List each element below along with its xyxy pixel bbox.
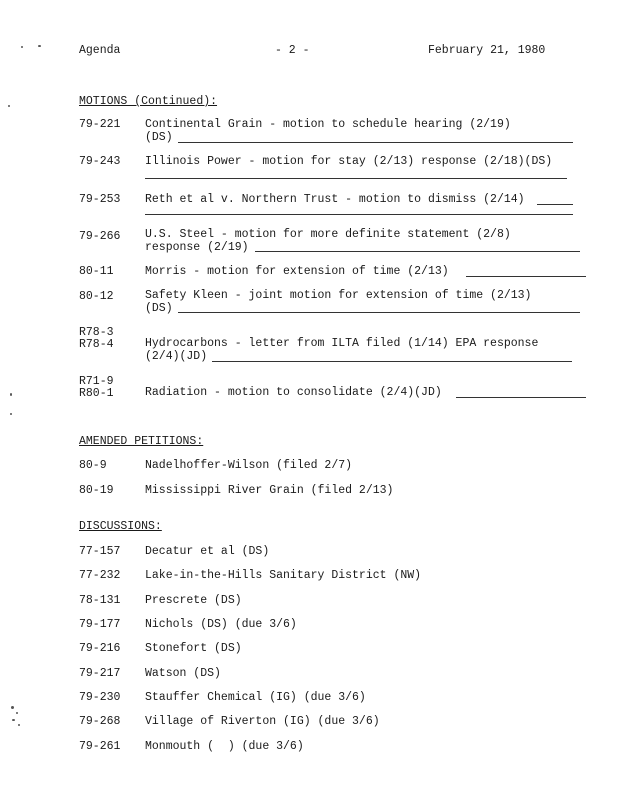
header-date: February 21, 1980 — [428, 44, 546, 57]
scan-speck — [12, 719, 15, 721]
discussion-text: Prescrete (DS) — [145, 594, 242, 607]
fill-line — [212, 361, 572, 362]
discussion-text: Stauffer Chemical (IG) (due 3/6) — [145, 691, 366, 704]
amended-heading: AMENDED PETITIONS: — [79, 435, 204, 448]
discussion-number: 78-131 — [79, 594, 121, 607]
fill-line — [178, 142, 573, 143]
discussion-number: 77-157 — [79, 545, 121, 558]
motion-number-2: R80-1 — [79, 387, 114, 400]
discussion-number: 79-268 — [79, 715, 121, 728]
motion-text: Hydrocarbons - letter from ILTA filed (1/14) EPA response — [145, 337, 539, 350]
motion-text: Safety Kleen - joint motion for extension of time (2/13) — [145, 289, 532, 302]
discussion-text: Village of Riverton (IG) (due 3/6) — [145, 715, 380, 728]
scan-speck — [8, 105, 10, 107]
scan-speck — [10, 393, 12, 396]
petition-number: 80-19 — [79, 484, 114, 497]
scan-speck — [10, 413, 12, 415]
discussion-text: Monmouth ( ) (due 3/6) — [145, 740, 304, 753]
scan-speck — [18, 724, 20, 726]
motion-number: 79-221 — [79, 118, 121, 131]
fill-line — [145, 178, 567, 179]
motions-heading: MOTIONS (Continued): — [79, 95, 218, 108]
discussion-text: Decatur et al (DS) — [145, 545, 270, 558]
petition-text: Nadelhoffer-Wilson (filed 2/7) — [145, 459, 353, 472]
motion-text: Continental Grain - motion to schedule hearing (2/19) — [145, 118, 511, 131]
motion-number: 80-11 — [79, 265, 114, 278]
fill-line — [456, 397, 586, 398]
motion-text: Radiation - motion to consolidate (2/4)(JD) — [145, 386, 442, 399]
motion-text: Reth et al v. Northern Trust - motion to dismiss (2/14) — [145, 193, 525, 206]
discussion-number: 79-217 — [79, 667, 121, 680]
fill-line — [145, 214, 573, 215]
discussion-number: 79-177 — [79, 618, 121, 631]
motion-text: Illinois Power - motion for stay (2/13) response (2/18)(DS) — [145, 155, 553, 168]
discussion-text: Nichols (DS) (due 3/6) — [145, 618, 297, 631]
motion-number: 79-266 — [79, 230, 121, 243]
discussion-number: 79-230 — [79, 691, 121, 704]
scan-speck — [38, 45, 41, 47]
motion-text-cont: (DS) — [145, 131, 173, 144]
fill-line — [178, 312, 580, 313]
motion-number-2: R78-4 — [79, 338, 114, 351]
discussion-number: 79-216 — [79, 642, 121, 655]
scan-speck — [16, 712, 18, 714]
motion-number: R71-9 — [79, 375, 114, 388]
motion-text: Morris - motion for extension of time (2/13) — [145, 265, 449, 278]
motion-text-cont: (2/4)(JD) — [145, 350, 208, 363]
page-number: - 2 - — [275, 44, 310, 57]
motion-number: 80-12 — [79, 290, 114, 303]
fill-line — [255, 251, 580, 252]
header-left: Agenda — [79, 44, 121, 57]
discussion-text: Stonefort (DS) — [145, 642, 242, 655]
discussions-heading: DISCUSSIONS: — [79, 520, 162, 533]
petition-text: Mississippi River Grain (filed 2/13) — [145, 484, 394, 497]
petition-number: 80-9 — [79, 459, 107, 472]
motion-text-cont: response (2/19) — [145, 241, 249, 254]
discussion-text: Lake-in-the-Hills Sanitary District (NW) — [145, 569, 422, 582]
motion-text: U.S. Steel - motion for more definite statement (2/8) — [145, 228, 511, 241]
scan-speck — [11, 706, 14, 709]
motion-number: R78-3 — [79, 326, 114, 339]
discussion-number: 77-232 — [79, 569, 121, 582]
fill-line — [466, 276, 586, 277]
discussion-number: 79-261 — [79, 740, 121, 753]
motion-number: 79-253 — [79, 193, 121, 206]
fill-line — [537, 204, 573, 205]
motion-number: 79-243 — [79, 155, 121, 168]
discussion-text: Watson (DS) — [145, 667, 221, 680]
scan-speck — [21, 46, 23, 48]
motion-text-cont: (DS) — [145, 302, 173, 315]
